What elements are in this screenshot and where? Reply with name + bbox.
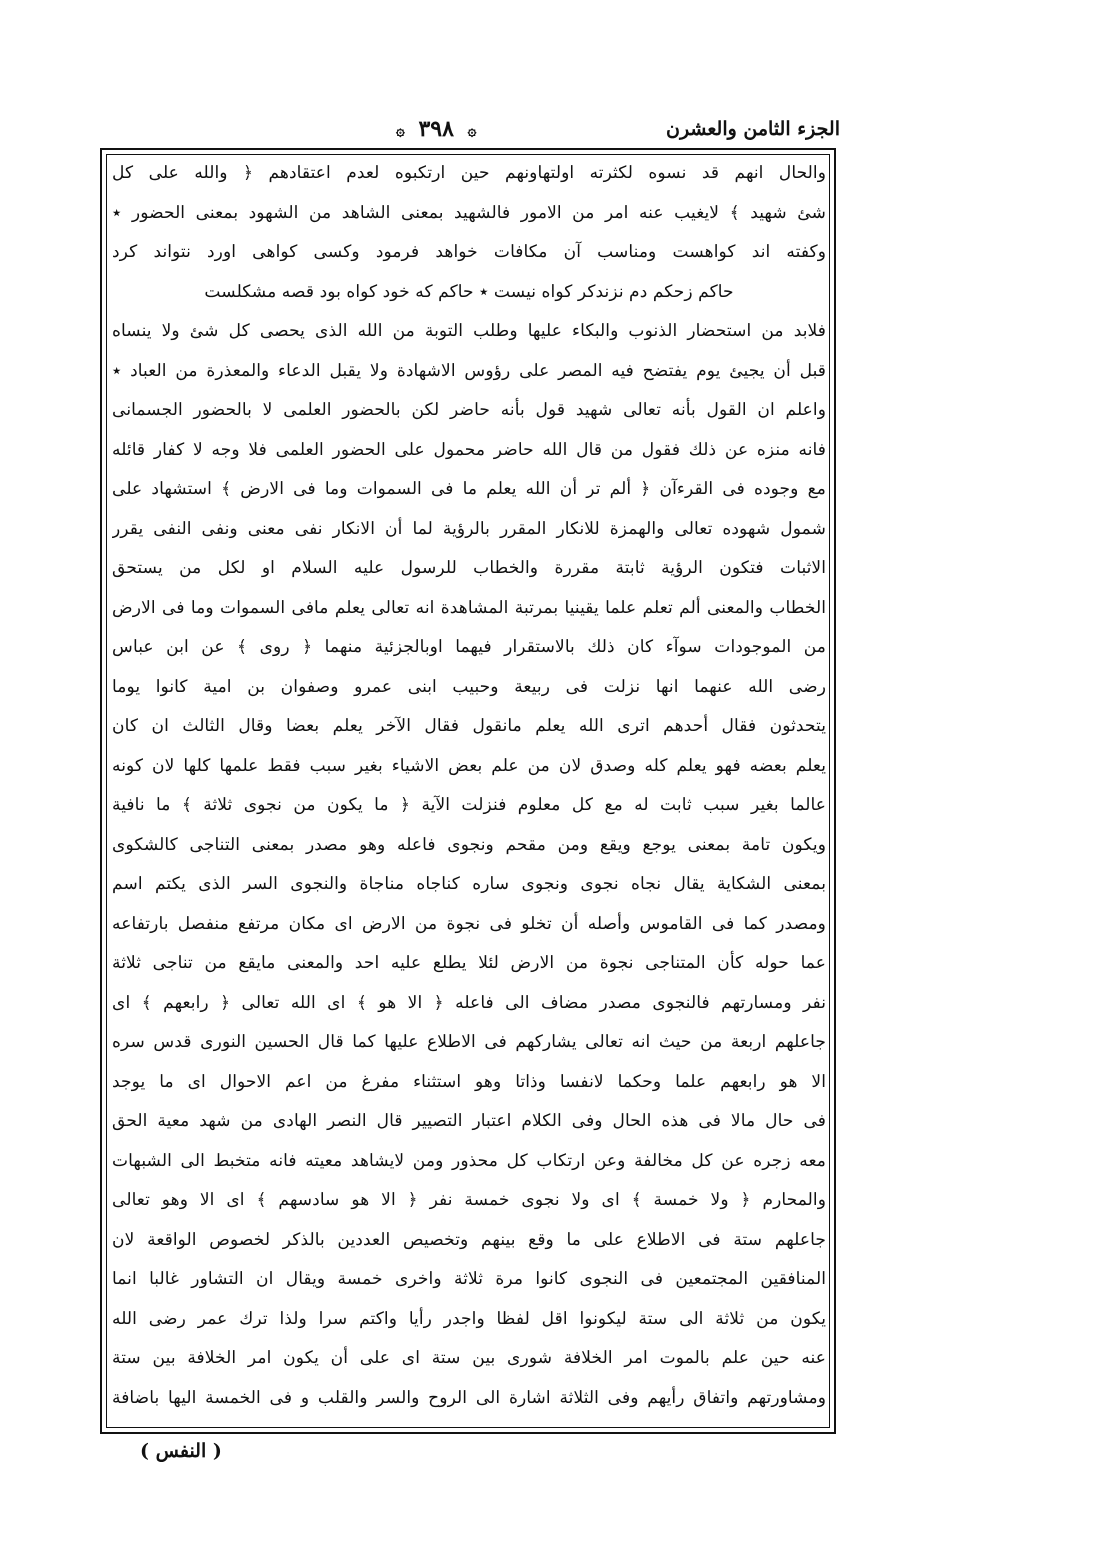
text-line: يكون من ثلاثة الى ستة ليكونوا اقل لفظا واجدر رأيا واكتم سرا ولذا ترك عمر رضى الله	[112, 1308, 826, 1329]
text-line: فى حال مالا فى هذه الحال وفى الكلام اعتبار التصيير قال النصر الهادى من شهد معية الحق	[112, 1111, 826, 1131]
text-line: شئ شهيد ﴾ لايغيب عنه امر من الامور فالشهيد بمعنى الشاهد من الشهود بمعنى الحضور ٭	[112, 202, 826, 223]
text-line: عنه حين علم بالموت امر الخلافة شورى بين ستة اى على أن يكون امر الخلافة بين ستة	[112, 1348, 826, 1368]
page-number: ۳۹۸	[418, 116, 454, 142]
text-line: قبل أن يجيئ يوم يفتضح فيه المصر على رؤوس الاشهادة ولا يقبل الدعاء والمعذرة من العباد ٭	[112, 360, 826, 381]
ornament-left-icon: ۞	[467, 121, 477, 139]
text-line: عما حوله كأن المتناجى نجوة من الارض لئلا يطلع عليه احد والمعنى مايقع من تناجى ثلاثة	[112, 953, 826, 973]
text-line: الخطاب والمعنى ألم تعلم علما يقينيا بمرتبة المشاهدة انه تعالى يعلم مافى السموات وما فى الارض	[112, 597, 826, 618]
text-line: الا هو رابعهم علما وحكما لانفسا وذاتا وهو استثناء مفرغ من اعم الاحوال اى ما يوجد	[112, 1071, 826, 1092]
text-line: واعلم ان القول بأنه تعالى شهيد قول بأنه حاضر لكن بالحضور العلمى لا بالحضور الجسمانى	[112, 400, 826, 420]
text-line: والمحارم ﴿ ولا خمسة ﴾ اى ولا نجوى خمسة نفر ﴿ الا هو سادسهم ﴾ اى الا وهو تعالى	[112, 1190, 826, 1210]
text-line: يتحدثون فقال أحدهم اترى الله يعلم مانقول فقال الآخر يعلم بعضا وقال الثالث ان كان	[112, 716, 826, 736]
text-line: المنافقين المجتمعين فى النجوى كانوا مرة ثلاثة واخرى خمسة ويقال ان التشاور غالبا انما	[112, 1269, 826, 1289]
text-line: فانه منزه عن ذلك فقول من قال الله حاضر محمول على الحضور العلمى فلا وجه لا كفار قائله	[112, 439, 826, 460]
text-line: ومشاورتهم واتفاق رأيهم وفى الثلاثة اشارة الى الروح والسر والقلب و فى الخمسة اليها باضافة	[112, 1387, 826, 1408]
text-line: شمول شهوده تعالى والهمزة للانكار المقرر بالرؤية لما أن الانكار نفى معنى ونفى النفى يقرر	[112, 518, 826, 539]
ornament-right-icon: ۞	[396, 121, 405, 139]
catchword: ( النفس )	[140, 1440, 222, 1462]
text-line: معه زجره عن كل مخالفة وعن ارتكاب كل محذور ومن لايشاهد معيته فانه متخبط الى الشبهات	[112, 1150, 826, 1171]
text-line: جاعلهم ستة فى الاطلاع على ما وقع بينهم وتخصيص العددين بالذكر لخصوص الواقعة لان	[112, 1229, 826, 1250]
text-line: وكفته اند كواهست ومناسب آن مكافات خواهد فرمود وكسى كواهى اورد نتواند كرد	[112, 242, 826, 262]
text-line: نفر ومسارتهم فالنجوى مصدر مضاف الى فاعله ﴿ الا هو ﴾ اى الله تعالى ﴿ رابعهم ﴾ اى	[112, 992, 826, 1013]
text-line: ويكون تامة بمعنى يوجع ويقع ومن مقحم ونجوى فاعله وهو مصدر بمعنى التناجى كالشكوى	[112, 834, 826, 855]
text-line: فلابد من استحضار الذنوب والبكاء عليها وطلب التوبة من الله الذى يحصى كل شئ ولا ينساه	[112, 321, 826, 341]
running-head: الجزء الثامن والعشرن	[665, 118, 840, 140]
text-line: الاثبات فتكون الرؤية ثابتة مقررة والخطاب للرسول عليه السلام او لكل من يستحق	[112, 558, 826, 578]
text-line: عالما بغير سبب ثابت له مع كل معلوم فنزلت الآية ﴿ ما يكون من نجوى ثلاثة ﴾ ما نافية	[112, 795, 826, 815]
page-header	[100, 112, 840, 148]
text-line: يعلم بعضه فهو يعلم كله وصدق لان من علم بعض الاشياء بغير سبب فقط علمها كلها لان كونه	[112, 755, 826, 776]
text-line: ومصدر كما فى القاموس وأصله أن تخلو فى نجوة من الارض اى مكان مرتفع منفصل بارتفاعه	[112, 913, 826, 934]
text-line: من الموجودات سوآء كان ذلك بالاستقرار فيهما اوبالجزئية منهما ﴿ روى ﴾ عن ابن عباس	[112, 637, 826, 657]
text-line: والحال انهم قد نسوه لكثرته اولتهاونهم حين ارتكبوه لعدم اعتقادهم ﴿ والله على كل	[112, 163, 826, 183]
text-line: جاعلهم اربعة من حيث انه تعالى يشاركهم فى الاطلاع عليها كما قال الحسين النورى قدس سره	[112, 1032, 826, 1052]
text-line: مع وجوده فى القرءآن ﴿ ألم تر أن الله يعلم ما فى السموات وما فى الارض ﴾ استشهاد على	[112, 479, 826, 499]
body-text	[112, 154, 826, 1418]
page-number-group	[390, 116, 482, 142]
text-line: رضى الله عنهما انها نزلت فى ربيعة وحبيب ابنى عمرو وصفوان بن امية كانوا يوما	[112, 676, 826, 697]
text-line: بمعنى الشكاية يقال نجاه نجوى ونجوى ساره كناجاه مناجاة والنجوى السر الذى يكتم اسم	[112, 874, 826, 894]
text-line: حاكم زحكم دم نزندكر كواه نيست ٭ حاكم كه خود كواه بود قصه مشكلست	[204, 281, 734, 302]
